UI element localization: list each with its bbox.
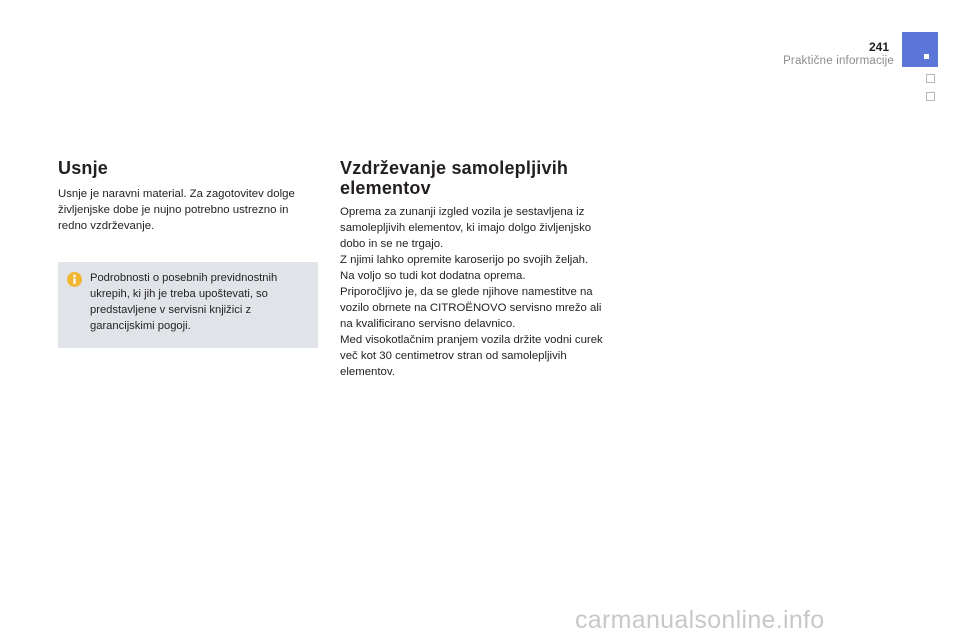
sticker-paragraph: Med visokotlačnim pranjem vozila držite vodni curek več kot 30 centimetrov stran od samolepljivih elementov. [340, 334, 603, 378]
info-note-text: Podrobnosti o posebnih previdnostnih ukrepih, ki jih je treba upoštevati, so predstavljene v servisni knjižici z garancijskimi pogoji. [90, 272, 278, 332]
chapter-tab[interactable] [926, 74, 935, 83]
info-note [58, 262, 318, 348]
sticker-paragraph: Oprema za zunanji izgled vozila je sestavljena iz samolepljivih elementov, ki imajo dolgo življenjsko dobo in se ne trgajo. [340, 206, 592, 250]
sticker-paragraph: Na voljo so tudi kot dodatna oprema. [340, 270, 526, 282]
leather-heading: Usnje [58, 158, 109, 178]
chapter-tab[interactable] [926, 92, 935, 101]
leather-body: Usnje je naravni material. Za zagotovitev dolge življenjske dobe je nujno potrebno ustrezno in redno vzdrževanje. [58, 188, 295, 232]
sticker-heading: Vzdrževanje samolepljivih elementov [340, 158, 569, 198]
watermark: carmanualsonline.info [575, 606, 825, 634]
sticker-paragraph: Z njimi lahko opremite karoserijo po svojih željah. [340, 254, 589, 266]
tab-marker-icon [924, 54, 929, 59]
page-number: 241 [868, 40, 889, 54]
chapter-tab-active[interactable] [902, 32, 938, 67]
sticker-paragraph: Priporočljivo je, da se glede njihove namestitve na vozilo obrnete na CITROËNOVO servisno mrežo ali na kvalificirano servisno delavnico. [340, 286, 602, 330]
leather-section [58, 158, 320, 234]
section-title: Praktične informacije [783, 55, 894, 67]
sticker-section [340, 158, 605, 380]
info-icon [67, 272, 82, 287]
